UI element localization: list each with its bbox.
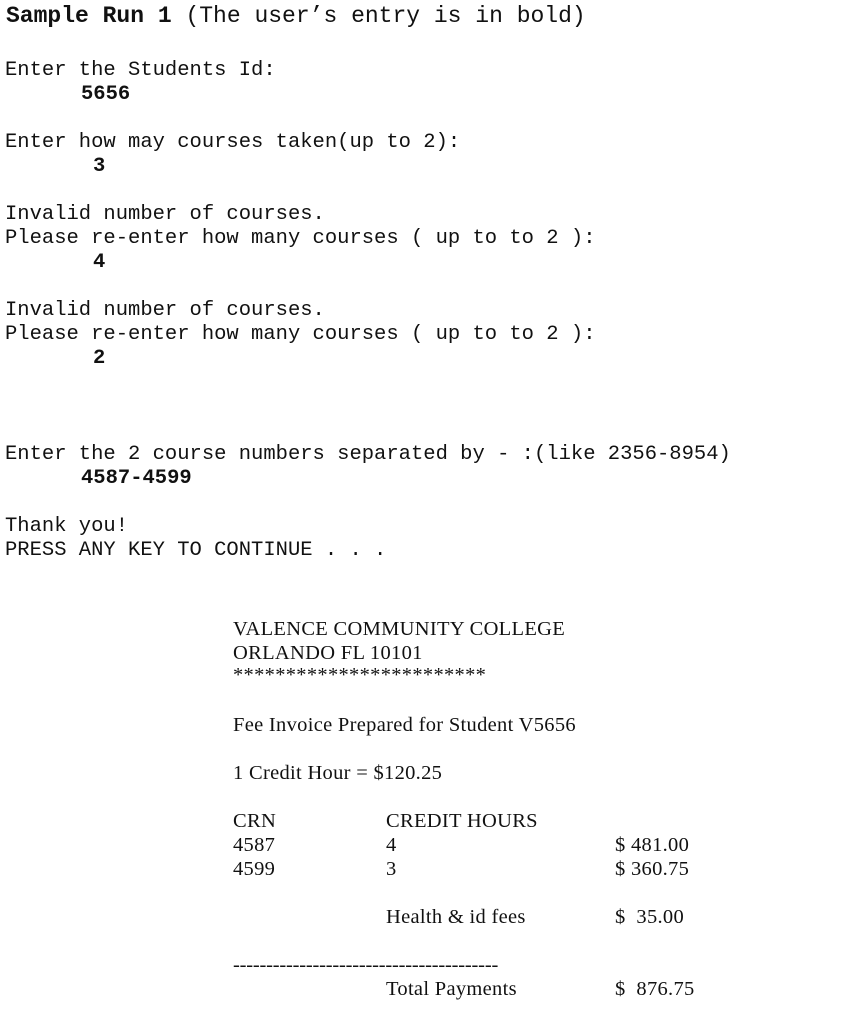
entry-student-id: 5656 (81, 83, 131, 106)
health-fees-amount: $ 35.00 (615, 906, 685, 928)
invoice-address: ORLANDO FL 10101 (233, 642, 423, 664)
prompt-student-id: Enter the Students Id: (5, 59, 276, 82)
title-note: (The user’s entry is in bold) (171, 3, 586, 29)
entry-course-count-2: 4 (93, 251, 106, 274)
column-header-crn: CRN (233, 810, 277, 832)
total-payments-amount: $ 876.75 (615, 978, 695, 1000)
reenter-prompt-2: Please re-enter how many courses ( up to to 2 ): (5, 323, 596, 346)
invoice-prepared-for: Fee Invoice Prepared for Student V5656 (233, 714, 576, 736)
press-any-key-message: PRESS ANY KEY TO CONTINUE . . . (5, 539, 387, 562)
invoice-college-name: VALENCE COMMUNITY COLLEGE (233, 618, 566, 640)
page-title (6, 2, 586, 30)
entry-course-numbers: 4587-4599 (81, 467, 192, 490)
column-header-credit-hours: CREDIT HOURS (386, 810, 538, 832)
thank-you-message: Thank you! (5, 515, 129, 538)
prompt-course-count: Enter how may courses taken(up to 2): (5, 131, 461, 154)
course-row-amount: $ 360.75 (615, 858, 690, 880)
invalid-message-1: Invalid number of courses. (5, 203, 325, 226)
health-fees-label: Health & id fees (386, 906, 526, 928)
invoice-credit-rate: 1 Credit Hour = $120.25 (233, 762, 443, 784)
total-payments-label: Total Payments (386, 978, 517, 1000)
course-row-hours: 3 (386, 858, 397, 880)
entry-course-count-1: 3 (93, 155, 106, 178)
invoice-star-rule: ************************ (233, 664, 487, 686)
course-row-hours: 4 (386, 834, 397, 856)
invalid-message-2: Invalid number of courses. (5, 299, 325, 322)
title-bold: Sample Run 1 (6, 3, 172, 29)
prompt-course-numbers: Enter the 2 course numbers separated by - :(like 2356-8954) (5, 443, 731, 466)
course-row-amount: $ 481.00 (615, 834, 690, 856)
invoice-divider: ---------------------------------------- (233, 954, 499, 976)
course-row-crn: 4599 (233, 858, 276, 880)
reenter-prompt-1: Please re-enter how many courses ( up to to 2 ): (5, 227, 596, 250)
entry-course-count-3: 2 (93, 347, 106, 370)
course-row-crn: 4587 (233, 834, 276, 856)
